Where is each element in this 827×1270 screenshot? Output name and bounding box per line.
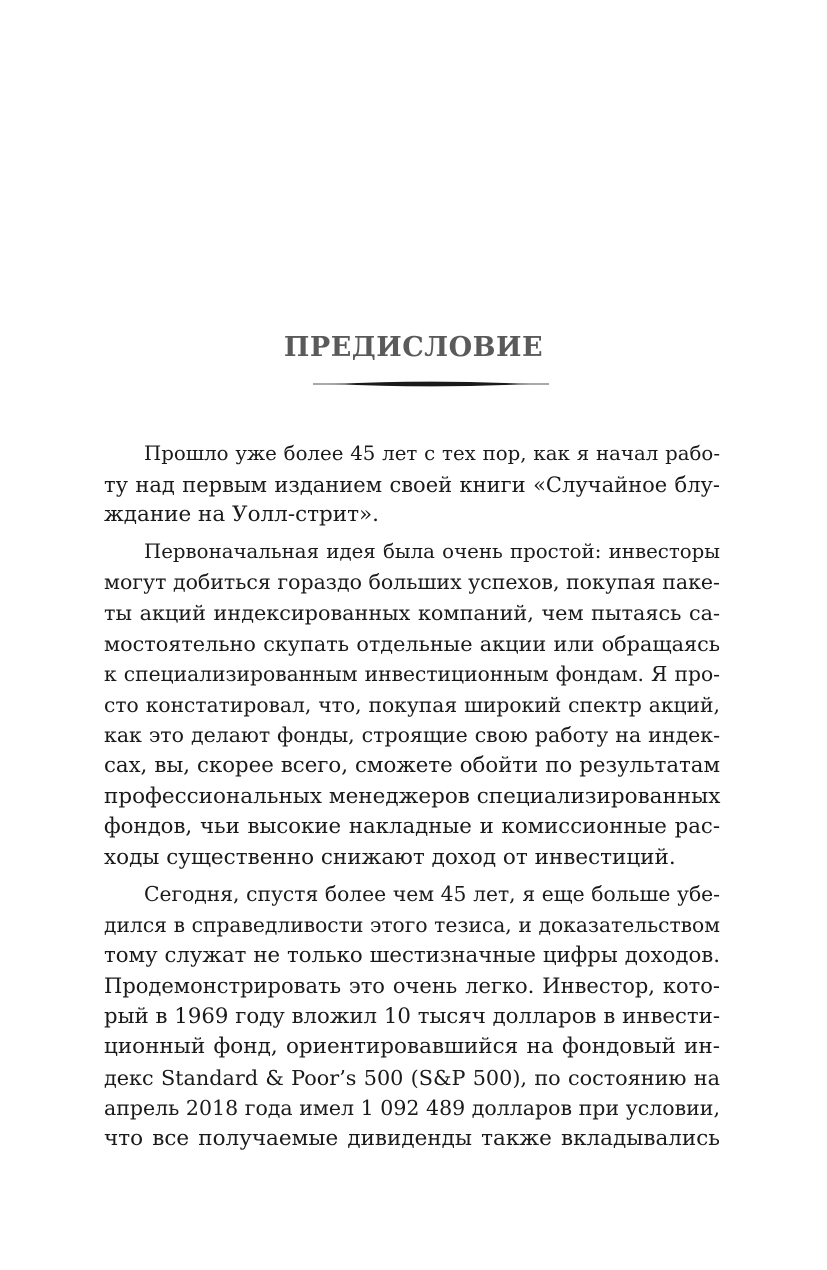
text-line: дился в справедливости этого тезиса, и доказательством bbox=[104, 912, 720, 937]
chapter-title: ПРЕДИСЛОВИЕ bbox=[283, 332, 544, 363]
text-line: как это делают фонды, строящие свою работу на индек- bbox=[104, 723, 720, 748]
text-line: декс Standard & Poor’s 500 (S&P 500), по состоянию на bbox=[104, 1065, 720, 1090]
text-line: фондов, чьи высокие накладные и комиссионные рас- bbox=[104, 814, 720, 840]
text-line: ту над первым изданием своей книги «Случайное блу- bbox=[104, 472, 720, 497]
text-line: ходы существенно снижают доход от инвестиций. bbox=[104, 844, 676, 870]
text-line: сах, вы, скорее всего, сможете обойти по результатам bbox=[104, 752, 720, 778]
text-line: мостоятельно скупать отдельные акции или обращаясь bbox=[104, 631, 720, 656]
paragraph-3 bbox=[104, 879, 720, 1154]
text-line: Первоначальная идея была очень простой: инвесторы bbox=[144, 539, 720, 563]
text-line: апрель 2018 года имел 1 092 489 долларов при условии, bbox=[104, 1096, 720, 1121]
text-line: ционный фонд, ориентировавшийся на фондовый ин- bbox=[104, 1034, 720, 1060]
text-line: ты акций индексированных компаний, чем пытаясь са- bbox=[104, 600, 720, 625]
text-line: могут добиться гораздо больших успехов, покупая паке- bbox=[104, 570, 720, 595]
text-line: Продемонстрировать это очень легко. Инвестор, кото- bbox=[104, 974, 720, 999]
title-ornament-rule bbox=[313, 378, 549, 390]
text-line: рый в 1969 году вложил 10 тысяч долларов в инвести- bbox=[104, 1003, 720, 1029]
text-line: Сегодня, спустя более чем 45 лет, я еще больше убе- bbox=[144, 882, 720, 907]
paragraph-2 bbox=[104, 537, 720, 874]
body-text bbox=[104, 439, 720, 1155]
text-line: профессиональных менеджеров специализированных bbox=[104, 783, 721, 809]
text-line: что все получаемые дивиденды также вкладывались bbox=[104, 1126, 720, 1152]
text-line: тому служат не только шестизначные цифры доходов. bbox=[104, 942, 720, 968]
text-line: ждание на Уолл-стрит». bbox=[104, 502, 380, 528]
text-line: Прошло уже более 45 лет с тех пор, как я начал рабо- bbox=[144, 442, 720, 465]
text-line: к специализированным инвестиционным фондам. Я про- bbox=[104, 662, 720, 687]
text-line: сто констатировал, что, покупая широкий спектр акций, bbox=[104, 692, 720, 717]
paragraph-1 bbox=[104, 439, 720, 531]
